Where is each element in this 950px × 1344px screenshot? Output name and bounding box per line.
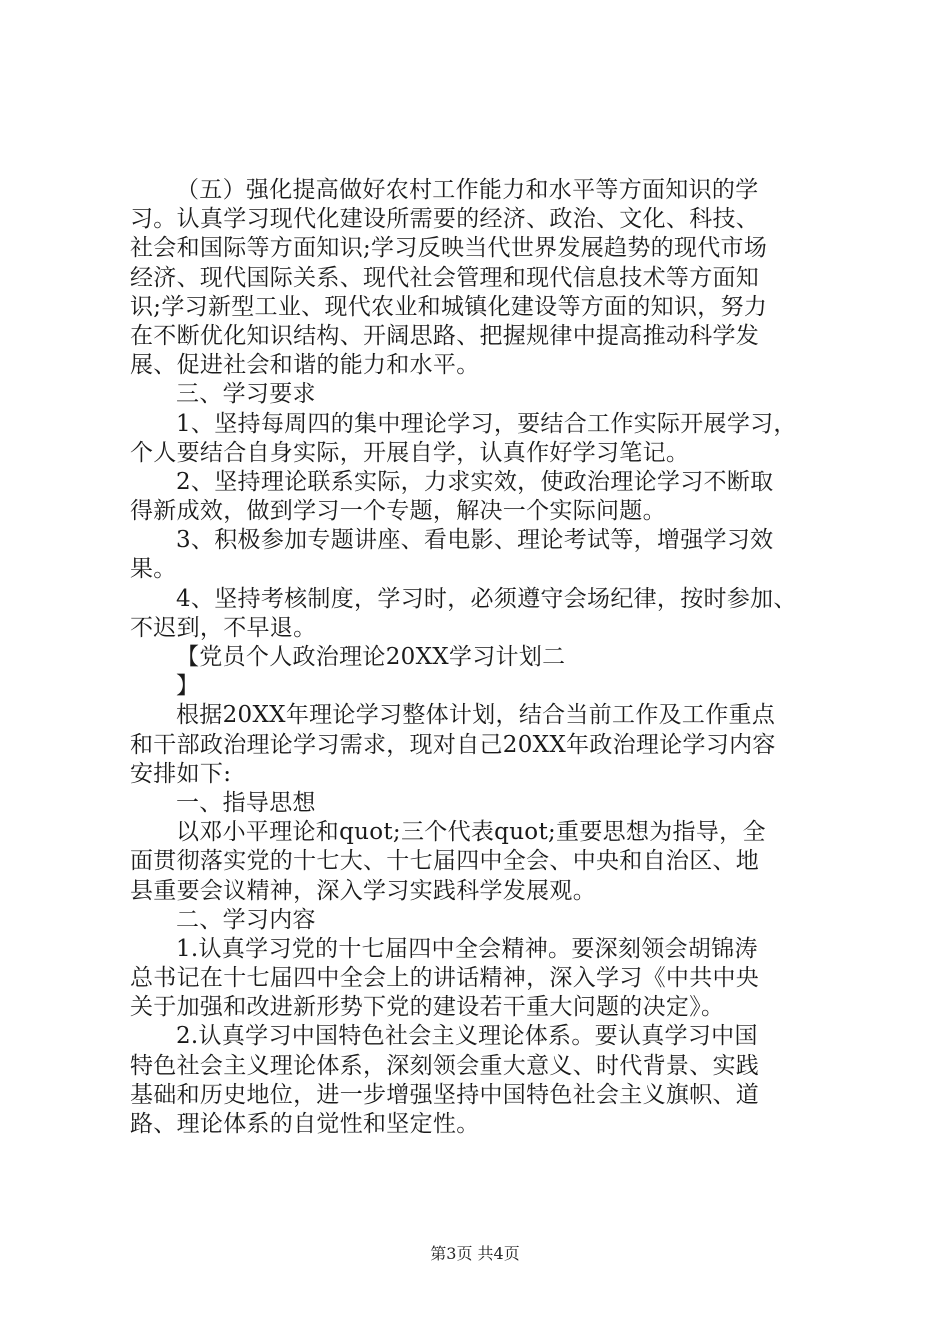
subtitle-line: 【党员个人政治理论20XX学习计划二 <box>176 644 566 670</box>
paragraph-line: 习。认真学习现代化建设所需要的经济、政治、文化、科技、 <box>130 206 760 233</box>
paragraph-line: 果。 <box>130 556 177 583</box>
paragraph-line: 总书记在十七届四中全会上的讲话精神，深入学习《中共中央 <box>130 965 760 992</box>
paragraph-line: 特色社会主义理论体系，深刻领会重大意义、时代背景、实践 <box>130 1052 760 1079</box>
paragraph-line: 1.认真学习党的十七届四中全会精神。要深刻领会胡锦涛 <box>176 935 758 962</box>
paragraph-line: 4、坚持考核制度，学习时，必须遵守会场纪律，按时参加、 <box>176 585 797 612</box>
paragraph-line: 经济、现代国际关系、现代社会管理和现代信息技术等方面知 <box>130 264 760 291</box>
paragraph-line: 展、促进社会和谐的能力和水平。 <box>130 352 480 379</box>
paragraph-line: 3、积极参加专题讲座、看电影、理论考试等，增强学习效 <box>176 527 774 554</box>
section-heading: 一、指导思想 <box>176 789 316 816</box>
paragraph-line: 社会和国际等方面知识;学习反映当代世界发展趋势的现代市场 <box>130 235 768 262</box>
paragraph-line: 在不断优化知识结构、开阔思路、把握规律中提高推动科学发 <box>130 322 760 349</box>
paragraph-line: 和干部政治理论学习需求，现对自己20XX年政治理论学习内容 <box>130 731 776 758</box>
subtitle-line: 】 <box>176 673 200 700</box>
paragraph-line: 关于加强和改进新形势下党的建设若干重大问题的决定》。 <box>130 994 725 1021</box>
paragraph-line: 2、坚持理论联系实际，力求实效，使政治理论学习不断取 <box>176 468 774 495</box>
paragraph-line: 县重要会议精神，深入学习实践科学发展观。 <box>130 877 596 904</box>
paragraph-line: 识;学习新型工业、现代农业和城镇化建设等方面的知识，努力 <box>130 293 768 320</box>
paragraph-line: 根据20XX年理论学习整体计划，结合当前工作及工作重点 <box>176 702 776 729</box>
paragraph-line: 以邓小平理论和quot;三个代表quot;重要思想为指导，全 <box>176 819 766 846</box>
paragraph-line: 个人要结合自身实际，开展自学，认真作好学习笔记。 <box>130 439 690 466</box>
paragraph-line: 安排如下: <box>130 760 232 787</box>
paragraph-line: 1、坚持每周四的集中理论学习，要结合工作实际开展学习， <box>176 410 797 437</box>
paragraph-line: 得新成效，做到学习一个专题，解决一个实际问题。 <box>130 498 666 525</box>
section-heading: 二、学习内容 <box>176 906 316 933</box>
document-body <box>130 176 830 1139</box>
section-heading: 三、学习要求 <box>176 381 316 408</box>
paragraph-line: 面贯彻落实党的十七大、十七届四中全会、中央和自治区、地 <box>130 848 760 875</box>
paragraph-line: （五）强化提高做好农村工作能力和水平等方面知识的学 <box>176 177 759 203</box>
paragraph-line: 路、理论体系的自觉性和坚定性。 <box>130 1111 480 1137</box>
paragraph-line: 2.认真学习中国特色社会主义理论体系。要认真学习中国 <box>176 1023 758 1050</box>
paragraph-line: 基础和历史地位，进一步增强坚持中国特色社会主义旗帜、道 <box>130 1081 760 1108</box>
paragraph-line: 不迟到，不早退。 <box>130 614 317 641</box>
page-footer: 第3页 共4页 <box>430 1244 520 1263</box>
